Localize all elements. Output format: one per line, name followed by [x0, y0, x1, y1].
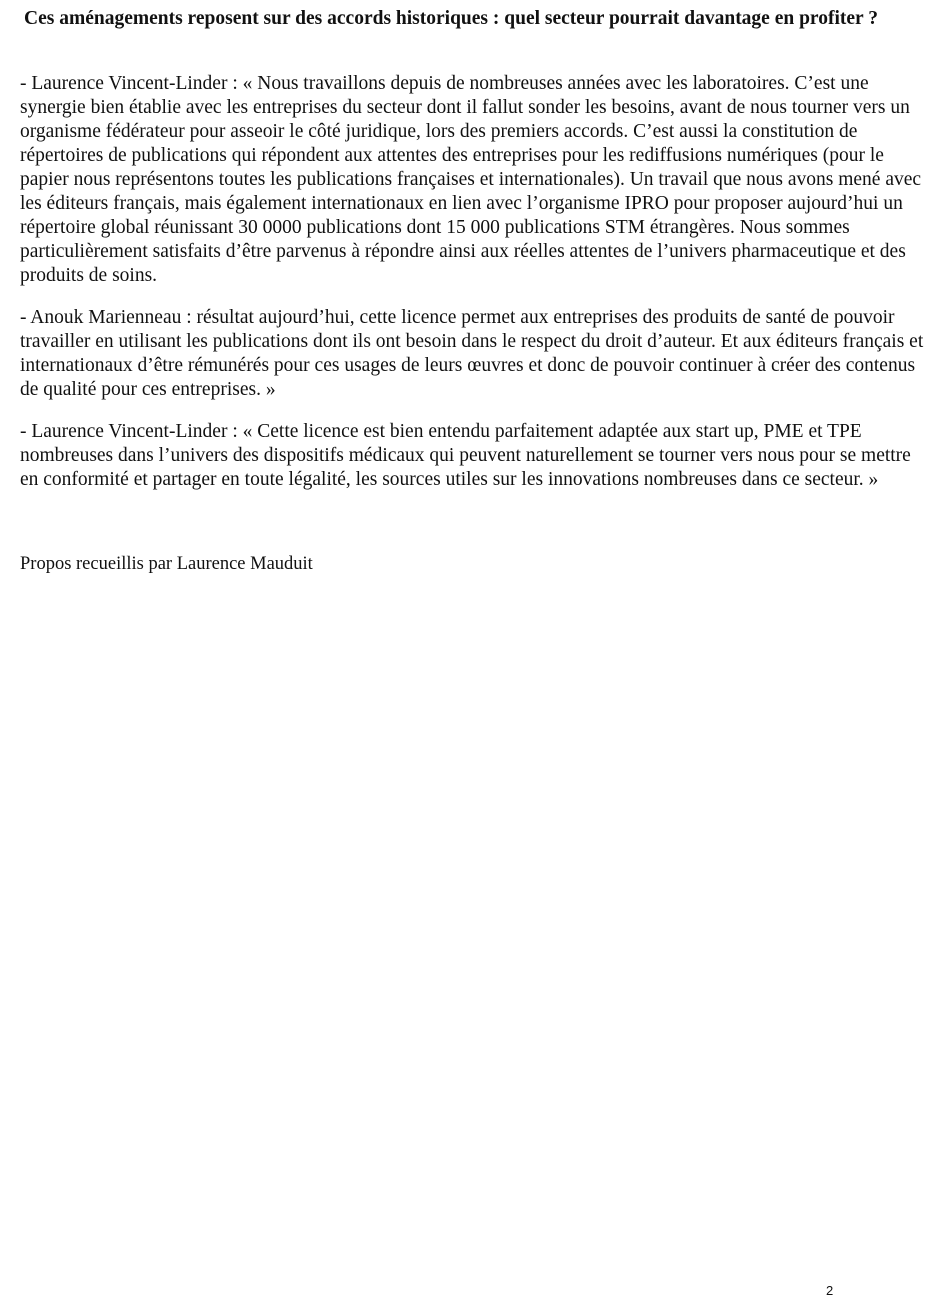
interview-question: Ces aménagements reposent sur des accords historiques : quel secteur pourrait davantage en profiter ?: [24, 8, 878, 29]
answer-paragraph-marienneau: - Anouk Marienneau : résultat aujourd’hui, cette licence permet aux entreprises des produits de santé de pouvoir travailler en utilisant les publications dont ils ont besoin dans le respect du droit d’auteur. Et aux éditeurs français et internationaux d’être rémunérés pour ces usages de leurs œuvres et donc de pouvoir continuer à créer des contenus de qualité pour ces entreprises. »: [20, 307, 924, 400]
answer-paragraph-vincent-linder-2: - Laurence Vincent-Linder : « Cette licence est bien entendu parfaitement adaptée aux start up, PME et TPE nombreuses dans l’univers des dispositifs médicaux qui peuvent naturellement se tourner vers nous pour se mettre en conformité et partager en toute légalité, les sources utiles sur les innovations nombreuses dans ce secteur. »: [20, 421, 911, 490]
page-number: 2: [826, 1283, 834, 1298]
interview-credit: Propos recueillis par Laurence Mauduit: [20, 554, 313, 574]
answer-paragraph-vincent-linder-1: - Laurence Vincent-Linder : « Nous travaillons depuis de nombreuses années avec les laboratoires. C’est une synergie bien établie avec les entreprises du secteur dont il fallut sonder les besoins, avant de nous tourner vers un organisme fédérateur pour asseoir le côté juridique, lors des premiers accords. C’est aussi la constitution de répertoires de publications qui répondent aux attentes des entreprises pour les rediffusions numériques (pour le papier nous représentons toutes les publications françaises et internationales). Un travail que nous avons mené avec les éditeurs français, mais également internationaux en lien avec l’organisme IPRO pour proposer aujourd’hui un répertoire global réunissant 30 0000 publications dont 15 000 publications STM étrangères. Nous sommes particulièrement satisfaits d’être parvenus à répondre ainsi aux réelles attentes de l’univers pharmaceutique et des produits de soins.: [20, 73, 922, 286]
interview-answers: [20, 72, 925, 510]
